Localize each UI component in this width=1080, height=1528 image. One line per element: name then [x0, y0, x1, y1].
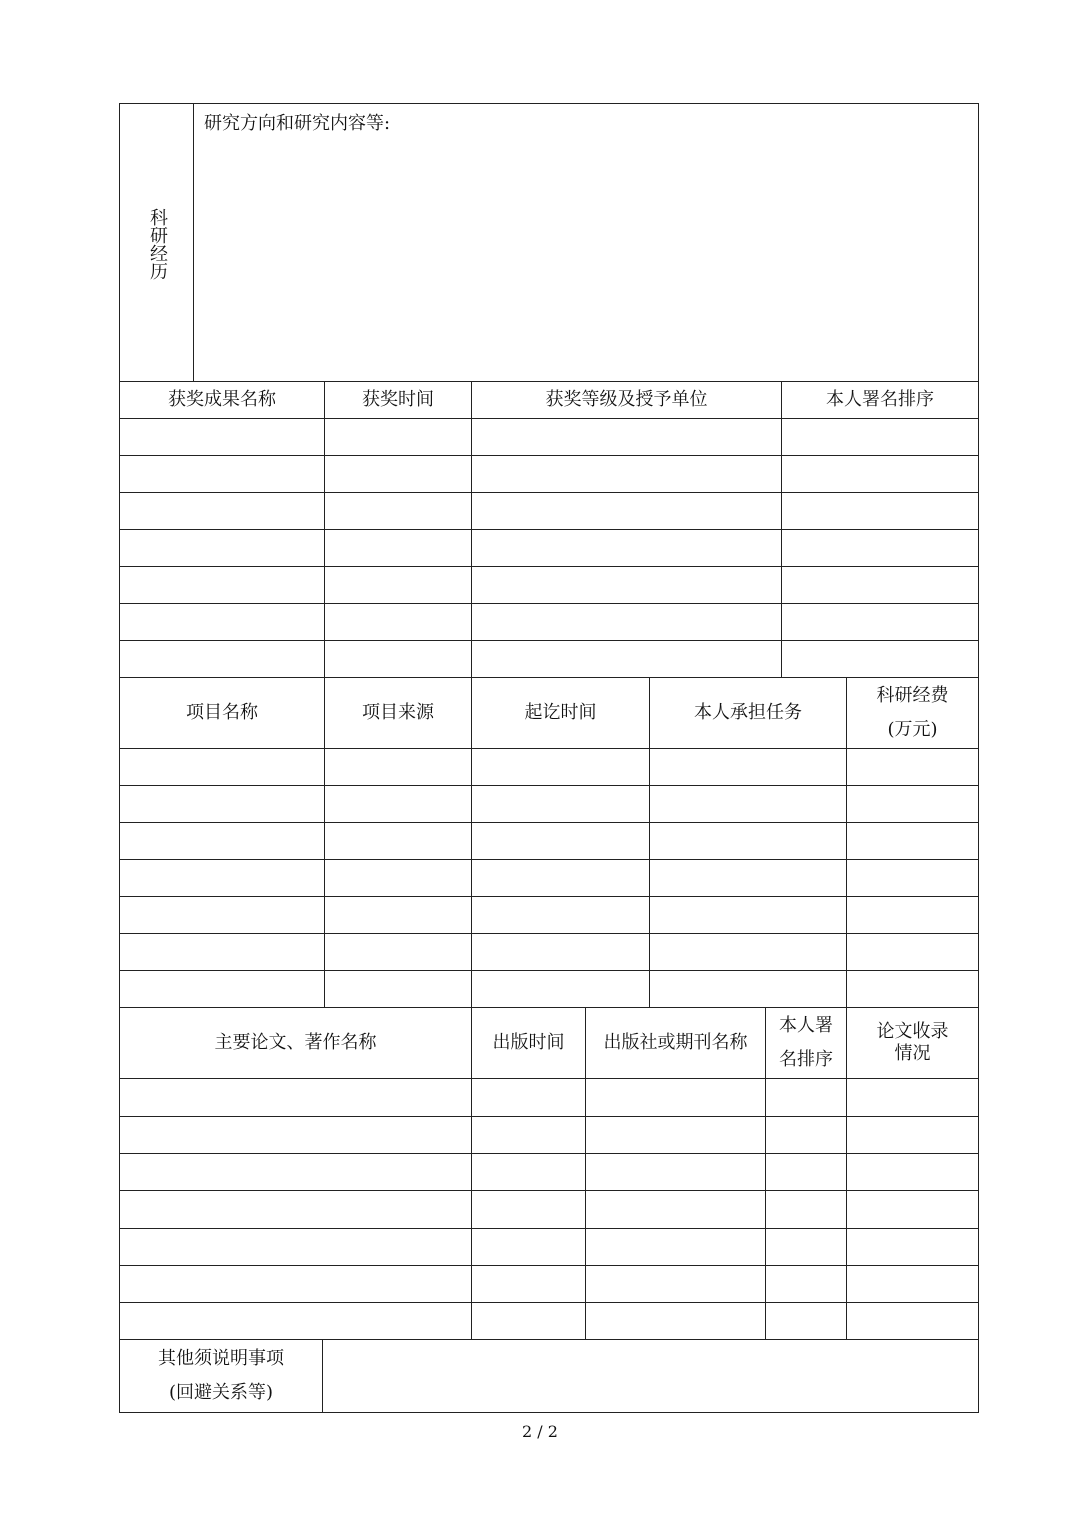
papers-header-indexing [847, 1008, 978, 1078]
papers-row-border [119, 1265, 979, 1266]
awards-row-border [119, 640, 979, 641]
projects-header-funding [847, 678, 978, 748]
other-notes-field[interactable] [323, 1340, 978, 1412]
papers-header-title: 主要论文、著作名称 [214, 1032, 377, 1053]
other-notes-line-2: (回避关系等) [168, 1382, 274, 1403]
research-direction-prompt: 研究方向和研究内容等: [204, 113, 391, 134]
papers-header-author-rank [766, 1008, 846, 1078]
papers-row-border [119, 1302, 979, 1303]
projects-header-task: 本人承担任务 [694, 702, 802, 723]
awards-column-divider [781, 381, 782, 677]
research-content-field[interactable] [194, 140, 978, 381]
projects-row-border [119, 785, 979, 786]
projects-header-border [119, 748, 979, 749]
papers-row-border [119, 1228, 979, 1229]
projects-header-project-source: 项目来源 [362, 702, 434, 723]
papers-header-border [119, 1078, 979, 1079]
awards-column-divider [471, 381, 472, 677]
funding-label: 科研经费 [876, 685, 949, 706]
papers-row-border [119, 1153, 979, 1154]
rank-line-1: 本人署 [779, 1015, 833, 1036]
awards-header-border [119, 418, 979, 419]
awards-column-divider [324, 381, 325, 677]
awards-header-author-rank: 本人署名排序 [826, 389, 934, 410]
other-notes-label [120, 1340, 322, 1412]
projects-header-period: 起讫时间 [524, 702, 597, 723]
projects-row-border [119, 822, 979, 823]
other-notes-line-1: 其他须说明事项 [158, 1348, 284, 1369]
papers-row-border [119, 1116, 979, 1117]
indexing-line-1: 论文收录 [876, 1021, 949, 1042]
indexing-line-2: 情况 [894, 1043, 931, 1064]
research-experience-label: 科研经历 [147, 208, 168, 280]
projects-row-border [119, 933, 979, 934]
papers-header-publish-date: 出版时间 [492, 1032, 565, 1053]
papers-row-border [119, 1190, 979, 1191]
awards-row-border [119, 492, 979, 493]
projects-row-border [119, 970, 979, 971]
projects-row-border [119, 896, 979, 897]
page-number: 2 / 2 [522, 1422, 558, 1441]
funding-unit: (万元) [887, 719, 938, 740]
projects-row-border [119, 859, 979, 860]
papers-header-publisher: 出版社或期刊名称 [603, 1032, 748, 1053]
awards-row-border [119, 566, 979, 567]
projects-header-project-name: 项目名称 [186, 702, 258, 723]
rank-line-2: 名排序 [779, 1049, 833, 1070]
awards-row-border [119, 603, 979, 604]
awards-header-award-level: 获奖等级及授予单位 [545, 389, 708, 410]
awards-header-achievement-name: 获奖成果名称 [168, 389, 276, 410]
awards-row-border [119, 455, 979, 456]
awards-header-award-date: 获奖时间 [362, 389, 434, 410]
awards-row-border [119, 529, 979, 530]
